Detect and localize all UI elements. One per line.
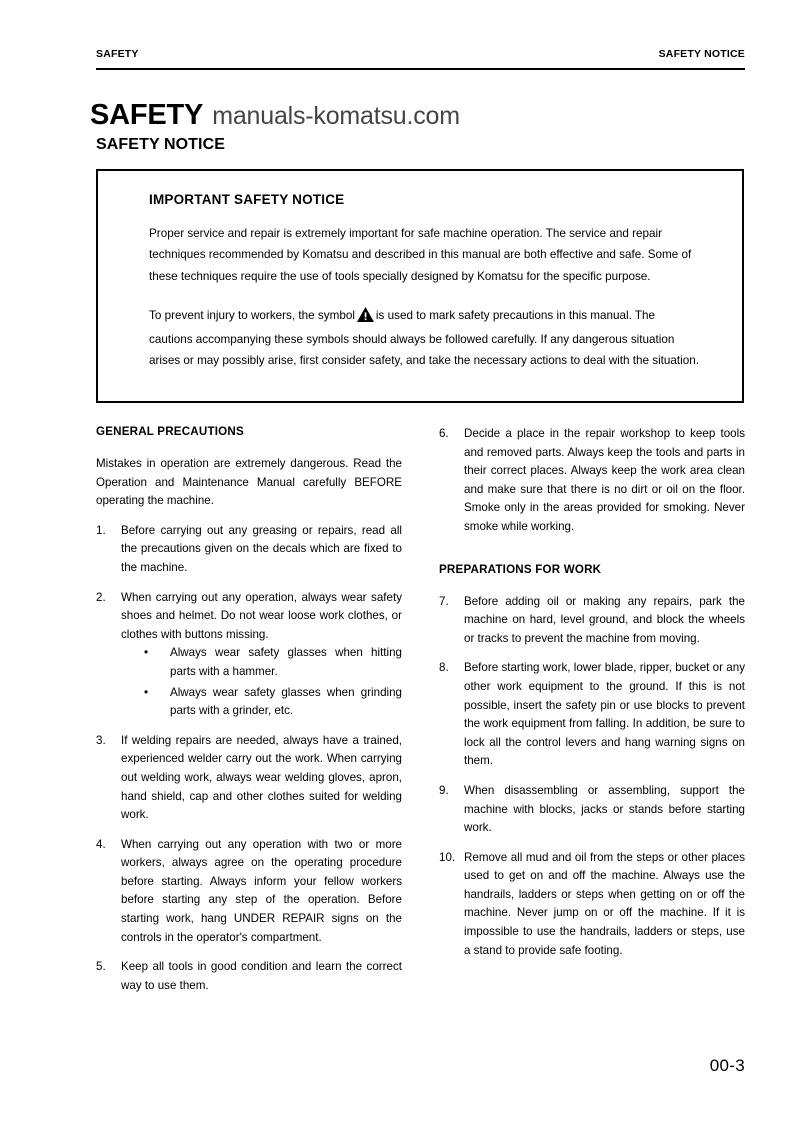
list-item-text: Remove all mud and oil from the steps or other places used to get on and off the machine. Always use the handrails, ladders or steps when getting on or off the machine. Never jump on or off the machine. If it is impossible to use the handrails, ladders or steps, use a stand to provide safe footing. <box>464 850 745 957</box>
list-item-text: When carrying out any operation, always wear safety shoes and helmet. Do not wear loose work clothes, or clothes with buttons missing. <box>121 590 402 641</box>
list-item <box>439 593 745 649</box>
notice-paragraph-2-part-1: To prevent injury to workers, the symbol <box>149 308 355 322</box>
list-item <box>439 425 745 537</box>
list-item-text: When carrying out any operation with two or more workers, always agree on the operating procedure before starting. Always inform your fellow workers before starting any step of the operation. Before starting work, hang UNDER REPAIR signs on the controls in the operator's compartment. <box>121 837 402 944</box>
watermark-text: manuals-komatsu.com <box>212 102 460 130</box>
left-column <box>96 425 402 1006</box>
list-item-number: 10. <box>439 850 456 864</box>
list-item-text: Always wear safety glasses when grinding parts with a grinder, etc. <box>170 685 402 718</box>
notice-paragraph-2 <box>149 305 701 372</box>
list-item-text: Before adding oil or making any repairs, park the machine on hard, level ground, and block the wheels or tracks to prevent the machine from moving. <box>464 594 745 645</box>
page-subtitle: SAFETY NOTICE <box>96 136 226 153</box>
notice-title: IMPORTANT SAFETY NOTICE <box>149 192 345 207</box>
list-item-number: 2. <box>96 590 106 604</box>
section-heading-preparations-for-work: PREPARATIONS FOR WORK <box>439 562 602 576</box>
list-item-text: Before carrying out any greasing or repairs, read all the precautions given on the decals which are fixed to the machine. <box>121 523 402 574</box>
running-header-left: SAFETY <box>96 48 139 60</box>
bullet-dot-icon: • <box>144 685 149 699</box>
page-title: SAFETY <box>90 99 204 131</box>
list-item-number: 9. <box>439 783 449 797</box>
list-item-number: 4. <box>96 837 106 851</box>
page-number: 00-3 <box>709 1056 745 1075</box>
list-item-number: 3. <box>96 733 106 747</box>
important-safety-notice-box <box>96 169 744 403</box>
list-item-text: Decide a place in the repair workshop to keep tools and removed parts. Always keep the tools and parts in their correct places. Always keep the work area clean and make sure that there is no dirt or oil on the floor. Smoke only in the areas provided for smoking. Never smoke while working. <box>464 427 745 533</box>
list-item-text: Keep all tools in good condition and learn the correct way to use them. <box>121 960 402 992</box>
list-item <box>439 849 745 961</box>
sub-bullet-list <box>121 644 402 720</box>
notice-paragraph-2-part-2: is used to mark safety precautions in this manual. The cautions accompanying these symbols should always be followed carefully. If any dangerous situation arises or may possibly arise, first consider safety, and take the necessary actions to deal with the situation. <box>149 308 700 368</box>
running-header <box>96 48 745 60</box>
list-item <box>96 732 402 825</box>
general-precautions-list-continued <box>439 425 745 537</box>
page-title-row <box>90 99 460 132</box>
general-precautions-intro: Mistakes in operation are extremely dangerous. Read the Operation and Maintenance Manual carefully BEFORE operating the machine. <box>96 457 402 508</box>
preparations-for-work-list <box>439 593 745 961</box>
right-column <box>439 425 745 971</box>
general-precautions-list <box>96 522 402 996</box>
list-item <box>144 684 402 721</box>
bullet-dot-icon: • <box>144 646 149 660</box>
list-item <box>439 782 745 838</box>
list-item-text: If welding repairs are needed, always have a trained, experienced welder carry out the work. When carrying out welding work, always wear welding gloves, apron, hand shield, cap and other clothes suited for welding work. <box>121 733 402 822</box>
list-item <box>439 659 745 771</box>
list-item-number: 7. <box>439 594 449 608</box>
header-rule <box>96 68 745 70</box>
running-header-right: SAFETY NOTICE <box>658 48 745 60</box>
list-item <box>96 589 402 721</box>
notice-content <box>98 171 742 372</box>
list-item-number: 1. <box>96 523 106 537</box>
list-item-text: Always wear safety glasses when hitting parts with a hammer. <box>170 646 402 678</box>
list-item <box>96 522 402 578</box>
list-item-number: 8. <box>439 661 449 675</box>
list-item <box>96 958 402 995</box>
list-item-text: Before starting work, lower blade, ripper, bucket or any other work equipment to the ground. If this is not possible, insert the safety pin or use blocks to prevent the work equipment from falling. In addition, be sure to lock all the control levers and hang warning signs on them. <box>464 661 745 768</box>
list-item-number: 5. <box>96 960 106 974</box>
notice-paragraph-1: Proper service and repair is extremely important for safe machine operation. The service and repair techniques recommended by Komatsu and described in this manual are both effective and safe. Some of these techniques require the use of tools specially designed by Komatsu for the specific purpose. <box>149 227 692 283</box>
section-heading-general-precautions: GENERAL PRECAUTIONS <box>96 425 244 438</box>
list-item-text: When disassembling or assembling, support the machine with blocks, jacks or stands before starting work. <box>464 783 745 835</box>
list-item <box>144 644 402 681</box>
list-item-number: 6. <box>439 427 449 440</box>
list-item <box>96 836 402 948</box>
warning-triangle-icon <box>357 307 374 329</box>
